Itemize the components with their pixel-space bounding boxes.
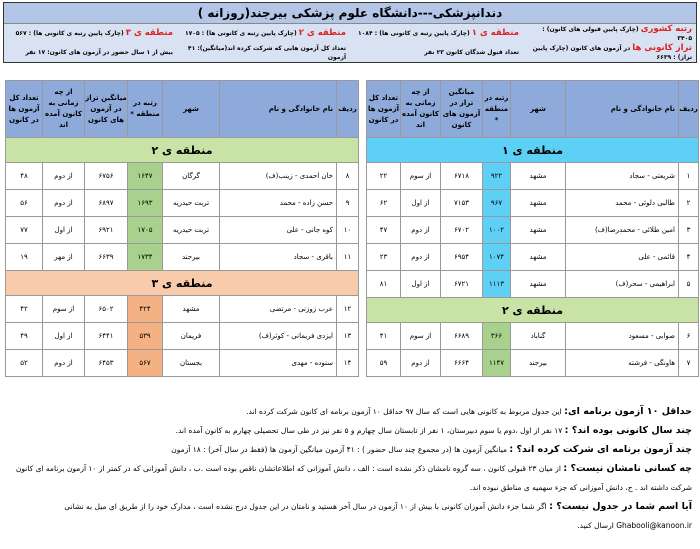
row-number: ۳ bbox=[679, 217, 699, 244]
region-label: منطقه ی ۲ bbox=[367, 298, 699, 323]
note-paragraph bbox=[8, 421, 692, 440]
row-number: ۱ bbox=[679, 163, 699, 190]
region-rank: ۱۷۰۵ bbox=[128, 217, 163, 244]
total-exams: ۵۹ bbox=[367, 350, 401, 377]
joined-since: از دوم bbox=[43, 190, 85, 217]
region-rank: ۱۷۳۴ bbox=[128, 244, 163, 271]
average-score: ۶۶۸۹ bbox=[441, 323, 483, 350]
total-exams: ۴۷ bbox=[367, 217, 401, 244]
average-score: ۶۶۳۹ bbox=[85, 244, 128, 271]
column-header-rank: رتبه در منطقه * bbox=[128, 81, 163, 138]
average-score: ۶۶۶۴ bbox=[441, 350, 483, 377]
column-header-city: شهر bbox=[511, 81, 566, 138]
summary-text: (چارک پایین رتبه ی کانونی ها) : ۵۶۷ bbox=[15, 30, 124, 37]
row-number: ۱۱ bbox=[337, 244, 359, 271]
notes-section bbox=[8, 402, 692, 535]
summary-label: منطقه ی ۲ bbox=[298, 28, 346, 38]
row-number: ۴ bbox=[679, 244, 699, 271]
total-exams: ۷۷ bbox=[6, 217, 43, 244]
note-paragraph bbox=[8, 497, 692, 535]
row-number: ۸ bbox=[337, 163, 359, 190]
region-row bbox=[367, 138, 699, 163]
table-row bbox=[367, 163, 699, 190]
student-name: امین طلائی - محمدرضا(ف) bbox=[566, 217, 679, 244]
summary-label: منطقه ی ۳ bbox=[125, 28, 173, 38]
student-name: ابراهیمی - سحر(ف) bbox=[566, 271, 679, 298]
note-answer: اگر شما جزء دانش آموزان کانونی با بیش از ۱۰ آزمون در سال آخر هستید و نامتان در این جدول درج نشده است ، مدارک خود را از طریق ای میل به نشانی Ghabooli@kanoon.ir ارسال کنید. bbox=[64, 502, 692, 530]
total-exams: ۵۶ bbox=[6, 190, 43, 217]
table-row bbox=[367, 350, 699, 377]
column-header-total: تعداد کل آزمون ها در کانون bbox=[6, 81, 43, 138]
row-number: ۱۴ bbox=[337, 350, 359, 377]
table-row bbox=[367, 244, 699, 271]
summary-text: (چارک پایین قبولی های کانون) : ۳۴۰۵ bbox=[542, 25, 692, 42]
total-exams: ۶۲ bbox=[367, 190, 401, 217]
joined-since: از مهر bbox=[43, 244, 85, 271]
region-row bbox=[367, 298, 699, 323]
city: تربت حیدریه bbox=[163, 190, 220, 217]
table-row bbox=[6, 190, 359, 217]
city: گرگان bbox=[163, 163, 220, 190]
city: مشهد bbox=[511, 163, 566, 190]
column-header-since: از چه زمانی به کانون آمده اند bbox=[43, 81, 85, 138]
region-row bbox=[6, 138, 359, 163]
results-table-left bbox=[5, 80, 359, 377]
summary-header bbox=[3, 2, 697, 63]
column-header-name: نام خانوادگی و نام bbox=[566, 81, 679, 138]
column-header-row: ردیف bbox=[679, 81, 699, 138]
summary-row-1 bbox=[4, 24, 696, 43]
student-name: کوه جانی - علی bbox=[220, 217, 337, 244]
column-header-avg: میانگین تراز در آزمون های کانون bbox=[85, 81, 128, 138]
summary-item bbox=[523, 25, 696, 43]
joined-since: از سوم bbox=[401, 323, 441, 350]
student-name: عرب زوزنی - مرتضی bbox=[220, 296, 337, 323]
summary-item bbox=[4, 48, 177, 57]
results-table-right bbox=[366, 80, 699, 377]
region-rank: ۱۱۴۷ bbox=[483, 350, 511, 377]
joined-since: از دوم bbox=[43, 350, 85, 377]
column-header-name: نام خانوادگی و نام bbox=[220, 81, 337, 138]
total-exams: ۲۳ bbox=[367, 244, 401, 271]
joined-since: از دوم bbox=[43, 163, 85, 190]
average-score: ۶۸۹۷ bbox=[85, 190, 128, 217]
average-score: ۶۹۵۴ bbox=[441, 244, 483, 271]
row-number: ۷ bbox=[679, 350, 699, 377]
table-row bbox=[6, 296, 359, 323]
total-exams: ۴۱ bbox=[367, 323, 401, 350]
row-number: ۹ bbox=[337, 190, 359, 217]
student-name: ستوده - مهدی bbox=[220, 350, 337, 377]
city: مشهد bbox=[511, 244, 566, 271]
total-exams: ۱۹ bbox=[6, 244, 43, 271]
average-score: ۶۷۰۲ bbox=[441, 217, 483, 244]
table-row bbox=[367, 217, 699, 244]
column-header-avg: میانگین تراز در آزمون های کانون bbox=[441, 81, 483, 138]
region-label: منطقه ی ۱ bbox=[367, 138, 699, 163]
joined-since: از اول bbox=[43, 323, 85, 350]
region-rank: ۹۶۷ bbox=[483, 190, 511, 217]
average-score: ۶۷۲۱ bbox=[441, 271, 483, 298]
student-name: هاونگی - فرشته bbox=[566, 350, 679, 377]
note-question: آیا اسم شما در جدول نیست؟ : bbox=[549, 501, 692, 512]
region-rank: ۵۶۷ bbox=[128, 350, 163, 377]
average-score: ۶۷۱۸ bbox=[441, 163, 483, 190]
summary-item bbox=[177, 29, 350, 38]
summary-item bbox=[523, 44, 696, 62]
student-name: باقری - سجاد bbox=[220, 244, 337, 271]
joined-since: از سوم bbox=[43, 296, 85, 323]
student-name: صوابی - مسعود bbox=[566, 323, 679, 350]
joined-since: از اول bbox=[43, 217, 85, 244]
note-question: چه کسانی نامشان نیست؟ : bbox=[563, 463, 692, 474]
joined-since: از دوم bbox=[401, 244, 441, 271]
city: مشهد bbox=[511, 271, 566, 298]
region-rank: ۱۱۱۳ bbox=[483, 271, 511, 298]
region-rank: ۵۳۹ bbox=[128, 323, 163, 350]
row-number: ۱۳ bbox=[337, 323, 359, 350]
joined-since: از اول bbox=[401, 271, 441, 298]
summary-text: (چارک پایین رتبه ی کانونی ها) : ۱۷۰۵ bbox=[184, 30, 297, 37]
region-rank: ۴۲۴ bbox=[128, 296, 163, 323]
joined-since: از دوم bbox=[401, 350, 441, 377]
summary-item bbox=[177, 44, 350, 62]
note-question: حداقل ۱۰ آزمون برنامه ای: bbox=[564, 406, 692, 417]
city: مشهد bbox=[163, 296, 220, 323]
joined-since: از دوم bbox=[401, 217, 441, 244]
table-row bbox=[367, 271, 699, 298]
city: گناباد bbox=[511, 323, 566, 350]
region-rank: ۳۶۶ bbox=[483, 323, 511, 350]
table-row bbox=[367, 190, 699, 217]
row-number: ۵ bbox=[679, 271, 699, 298]
city: بیرجند bbox=[511, 350, 566, 377]
student-name: ایزدی فریمانی - کوثر(ف) bbox=[220, 323, 337, 350]
total-exams: ۴۸ bbox=[6, 163, 43, 190]
note-answer: ۱۷ نفر از اول ،دوم یا سوم دبیرستان، ۱ نفر از تابستان سال چهارم و ۵ نفر نیز در طی سال تحصیلی چهارم به کانون آمده اند. bbox=[175, 426, 565, 435]
summary-row-2 bbox=[4, 43, 696, 62]
table-row bbox=[6, 217, 359, 244]
note-paragraph bbox=[8, 459, 692, 497]
note-paragraph bbox=[8, 440, 692, 459]
region-label: منطقه ی ۳ bbox=[6, 271, 359, 296]
page-title: دندانپزشکی---دانشگاه علوم پزشکی بیرجند(روزانه ) bbox=[4, 3, 696, 24]
table-row bbox=[6, 323, 359, 350]
note-answer: میانگین آزمون ها (در مجموع چند سال حضور ) : ۴۱ آزمون میانگین آزمون ها (فقط در سال آخر) : ۱۸ آزمون bbox=[171, 445, 510, 454]
student-name: طالبی دلوئی - محمد bbox=[566, 190, 679, 217]
row-number: ۶ bbox=[679, 323, 699, 350]
column-header-since: از چه زمانی به کانون آمده اند bbox=[401, 81, 441, 138]
region-rank: ۱۶۹۳ bbox=[128, 190, 163, 217]
region-rank: ۱۶۴۷ bbox=[128, 163, 163, 190]
city: مشهد bbox=[511, 190, 566, 217]
region-rank: ۱۰۷۴ bbox=[483, 244, 511, 271]
summary-label: منطقه ی ۱ bbox=[471, 28, 519, 38]
total-exams: ۸۱ bbox=[367, 271, 401, 298]
row-number: ۱۰ bbox=[337, 217, 359, 244]
note-question: چند سال کانونی بوده اند؟ : bbox=[564, 425, 692, 436]
table-row bbox=[6, 350, 359, 377]
row-number: ۱۲ bbox=[337, 296, 359, 323]
total-exams: ۴۹ bbox=[6, 323, 43, 350]
row-number: ۲ bbox=[679, 190, 699, 217]
city: مشهد bbox=[511, 217, 566, 244]
summary-text: تعداد کل آزمون هایی که شرکت کرده اند(میانگین): ۴۱ آزمون bbox=[187, 44, 346, 61]
summary-text: بیش از ۱ سال حضور در آزمون های کانون: ۱۷ نفر bbox=[25, 49, 173, 56]
summary-item bbox=[350, 48, 523, 57]
table-row bbox=[367, 323, 699, 350]
summary-text: تعداد قبول شدگان کانون ۲۳ نفر bbox=[424, 49, 519, 56]
region-rank: ۱۰۰۲ bbox=[483, 217, 511, 244]
summary-text: (چارک پایین رتبه ی کانونی ها) : ۱۰۸۴ bbox=[357, 30, 470, 37]
region-rank: ۹۲۲ bbox=[483, 163, 511, 190]
student-name: شریعتی - سجاد bbox=[566, 163, 679, 190]
city: تربت حیدریه bbox=[163, 217, 220, 244]
column-header-rank: رتبه در منطقه * bbox=[483, 81, 511, 138]
table-row bbox=[6, 244, 359, 271]
student-name: قائمی - علی bbox=[566, 244, 679, 271]
region-row bbox=[6, 271, 359, 296]
column-header-total: تعداد کل آزمون ها در کانون bbox=[367, 81, 401, 138]
column-header-row: ردیف bbox=[337, 81, 359, 138]
average-score: ۶۴۵۳ bbox=[85, 350, 128, 377]
total-exams: ۲۲ bbox=[367, 163, 401, 190]
city: بجستان bbox=[163, 350, 220, 377]
note-question: چند آزمون برنامه ای شرکت کرده اند؟ : bbox=[509, 444, 692, 455]
table-row bbox=[6, 163, 359, 190]
summary-text: در آزمون های کانون (چارک پایین تراز) : ۶۶۳۹ bbox=[532, 44, 692, 61]
note-answer: این جدول مربوط به کانونی هایی است که سال ۹۷ حداقل ۱۰ آزمون برنامه ای کانون شرکت کرده اند. bbox=[246, 407, 565, 416]
joined-since: از اول bbox=[401, 190, 441, 217]
total-exams: ۴۲ bbox=[6, 296, 43, 323]
city: فریمان bbox=[163, 323, 220, 350]
summary-label: رتبه کشوری bbox=[640, 23, 692, 34]
average-score: ۷۱۵۳ bbox=[441, 190, 483, 217]
average-score: ۶۷۵۶ bbox=[85, 163, 128, 190]
student-name: حسن زاده - محمد bbox=[220, 190, 337, 217]
summary-item bbox=[350, 29, 523, 38]
region-label: منطقه ی ۲ bbox=[6, 138, 359, 163]
joined-since: از سوم bbox=[401, 163, 441, 190]
total-exams: ۵۲ bbox=[6, 350, 43, 377]
student-name: خان احمدی - زینب(ف) bbox=[220, 163, 337, 190]
city: بیرجند bbox=[163, 244, 220, 271]
note-answer: از میان ۲۳ قبولی کانون ، سه گروه نامشان ذکر نشده است : الف ، دانش آموزانی که اطلاعاتشان ناقص بوده است .ب ، دانش آموزانی که در کمتر از ۱۰ آزمون برنامه ای کانون شرکت داشته اند . ج، دانش آموزانی که جزء سهمیه ی مناطق نبوده اند. bbox=[15, 464, 692, 492]
summary-item bbox=[4, 29, 177, 38]
average-score: ۶۵۰۲ bbox=[85, 296, 128, 323]
average-score: ۶۹۲۱ bbox=[85, 217, 128, 244]
column-header-city: شهر bbox=[163, 81, 220, 138]
summary-label: تراز کانونی ها bbox=[632, 42, 692, 53]
note-paragraph bbox=[8, 402, 692, 421]
average-score: ۶۴۴۱ bbox=[85, 323, 128, 350]
